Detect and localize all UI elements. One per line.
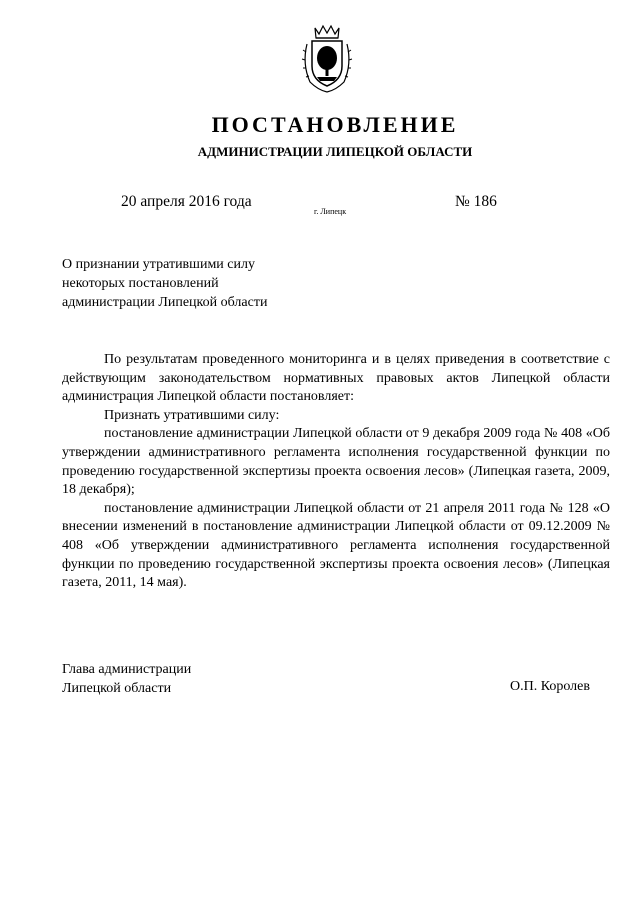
signature-position (62, 660, 191, 698)
subject-line: администрации Липецкой области (62, 295, 268, 310)
document-date: 20 апреля 2016 года (121, 193, 252, 210)
document-body (62, 351, 610, 593)
coat-of-arms-icon (298, 24, 356, 94)
signer-name: О.П. Королев (510, 679, 590, 694)
signature-position-line: Липецкой области (62, 681, 172, 696)
subject-line: О признании утратившими силу (62, 257, 255, 272)
document-subject (62, 255, 267, 312)
body-paragraph: постановление администрации Липецкой области от 9 декабря 2009 года № 408 «Об утверждении административного регламента исполнения государственной функции по проведению государственной экспертизы проекта освоения лесов» (Липецкая газета, 2009, 18 декабря); (62, 426, 610, 498)
subject-line: некоторых постановлений (62, 276, 219, 291)
document-subtitle: АДМИНИСТРАЦИИ ЛИПЕЦКОЙ ОБЛАСТИ (197, 144, 473, 159)
body-paragraph: По результатам проведенного мониторинга и в целях приведения в соответствие с действующим законодательством нормативных правовых актов Липецкой области администрация Липецкой области постановляет: (62, 352, 610, 405)
body-paragraph: Признать утратившими силу: (104, 407, 280, 423)
body-paragraph: постановление администрации Липецкой области от 21 апреля 2011 года № 128 «О внесении изменений в постановление администрации Липецкой области от 09.12.2009 № 408 «Об утверждении административного регламента исполнения государственной функции по проведению государственной экспертизы проекта освоения лесов» (Липецкая газета, 2011, 14 мая). (62, 500, 610, 591)
document-city: г. Липецк (314, 207, 347, 216)
signature-position-line: Глава администрации (62, 662, 192, 677)
document-number: № 186 (455, 193, 497, 210)
document-title: ПОСТАНОВЛЕНИЕ (211, 112, 459, 137)
